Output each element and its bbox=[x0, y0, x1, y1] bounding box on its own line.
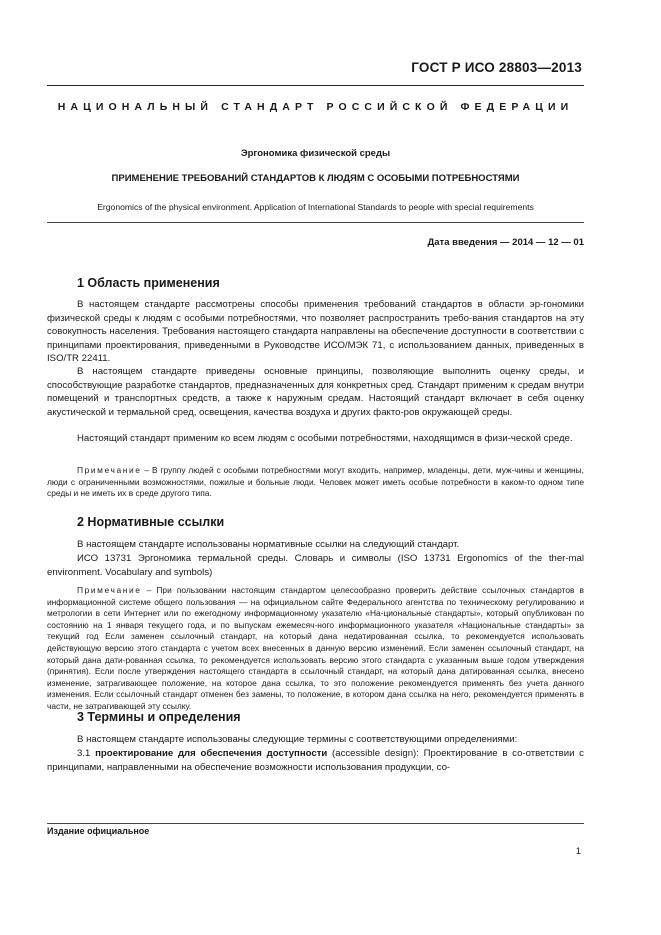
introduction-date: Дата введения — 2014 — 12 — 01 bbox=[427, 237, 584, 248]
header-divider bbox=[47, 85, 584, 86]
edition-label: Издание официальное bbox=[47, 826, 150, 836]
section-1-paragraph-1: В настоящем стандарте рассмотрены способы применения требований стандартов в области эр-гономики физической среды к людям с особыми потребностями, что позволяет распространить требо-вания стандартов на эту совокупность населения. Требования настоящего стандарта направлены на обеспечение доступности в соответствии с принципами проектирования, приведенными в Руководстве ИСО/МЭК 71, с использованием данных, приведенных в ISO/TR 22411. bbox=[47, 299, 584, 364]
section-2-heading: 2 Нормативные ссылки bbox=[77, 515, 225, 529]
term-definition: (accessible design): Проектирование в со-ответствии с принципами, направленными на обеспечение возможности использования продукции, со- bbox=[47, 748, 584, 773]
note-label: Примечание bbox=[77, 585, 142, 595]
standard-code: ГОСТ Р ИСО 28803—2013 bbox=[411, 60, 582, 75]
term-3-1 bbox=[47, 747, 584, 774]
section-3-paragraph-1: В настоящем стандарте использованы следующие термины с соответствующими определениями: bbox=[77, 734, 518, 745]
document-subject: Эргономика физической среды bbox=[240, 148, 391, 159]
section-1-paragraph-2: В настоящем стандарте приведены основные принципы, позволяющие выполнить оценку среды, и способствующие разработке стандартов, предназначенных для конкретных сред. Стандарт применим к средам внутри помещений и транспортных средств, а также к наружным средам. Настоящий стандарт включает в себя оценку акустической и термальной сред, освещения, качества воздуха и других факто-ров окружающей среды. bbox=[47, 366, 584, 418]
section-2-paragraph-1: В настоящем стандарте использованы нормативные ссылки на следующий стандарт. bbox=[77, 539, 460, 550]
english-title: Ergonomics of the physical environment. Application of International Standards to people with special requirements bbox=[97, 202, 534, 212]
note-text: – При пользовании настоящим стандартом целесообразно проверить действие ссылочных стандартов в информационной системе общего пользования — на официальном сайте Федерального агентства по техническому регулированию и метрологии в сети Интернет или по ежегодному информационному указателю «На-циональные стандарты», который опубликован по состоянию на 1 января текущего года, и по выпускам ежемесяч-ного информационного указателя «Национальные стандарты» за текущий год Если заменен ссылочный стандарт, на который дана недатированная ссылка, то рекомендуется использовать действующую версию этого стандарта с учетом всех внесенных в данную версию изменений. Если заменен ссылочный стандарт, на который дана дати-рованная ссылка, то рекомендуется использовать версию этого стандарта с указанным выше годом утверждения (принятия). Если после утверждения настоящего стандарта в ссылочный стандарт, на который дана датированная ссылка, внесено изменение, затрагивающее положение, на которое дана ссылка, то это положение рекомендуется применять без учета данного изменения. Если ссылочный стандарт отменен без замены, то положение, в котором дана ссылка на него, рекомендуется применять в части, не затрагивающей эту ссылку. bbox=[47, 585, 584, 711]
section-1-note bbox=[47, 465, 584, 500]
section-2-note bbox=[47, 585, 584, 713]
section-1-paragraph-3: Настоящий стандарт применим ко всем людям с особыми потребностями, находящимся в физи-ческой среде. bbox=[77, 433, 573, 444]
section-2-paragraph-2: ИСО 13731 Эргономика термальной среды. Словарь и символы (ISO 13731 Ergonomics of the ther-mal environment. Vocabulary and symbols) bbox=[47, 553, 584, 578]
title-divider bbox=[47, 222, 584, 223]
section-3-heading: 3 Термины и определения bbox=[77, 710, 241, 724]
term-name: проектирование для обеспечения доступности bbox=[95, 748, 328, 759]
page-number: 1 bbox=[575, 846, 581, 857]
national-standard-heading: НАЦИОНАЛЬНЫЙ СТАНДАРТ РОССИЙСКОЙ ФЕДЕРАЦИИ bbox=[57, 101, 574, 113]
term-number: 3.1 bbox=[77, 748, 96, 759]
footer-divider bbox=[47, 823, 584, 824]
section-1-heading: 1 Область применения bbox=[77, 276, 220, 290]
note-text: – В группу людей с особыми потребностями могут входить, например, младенцы, дети, муж-чины и женщины, люди с ограниченными возможностями, пожилые и больные люди. Человек может иметь особые потребности в каком-то одном типе среды и не иметь их в среде другого типа. bbox=[47, 465, 584, 499]
document-title: ПРИМЕНЕНИЕ ТРЕБОВАНИЙ СТАНДАРТОВ К ЛЮДЯМ С ОСОБЫМИ ПОТРЕБНОСТЯМИ bbox=[111, 173, 520, 184]
note-label: Примечание bbox=[77, 465, 142, 475]
